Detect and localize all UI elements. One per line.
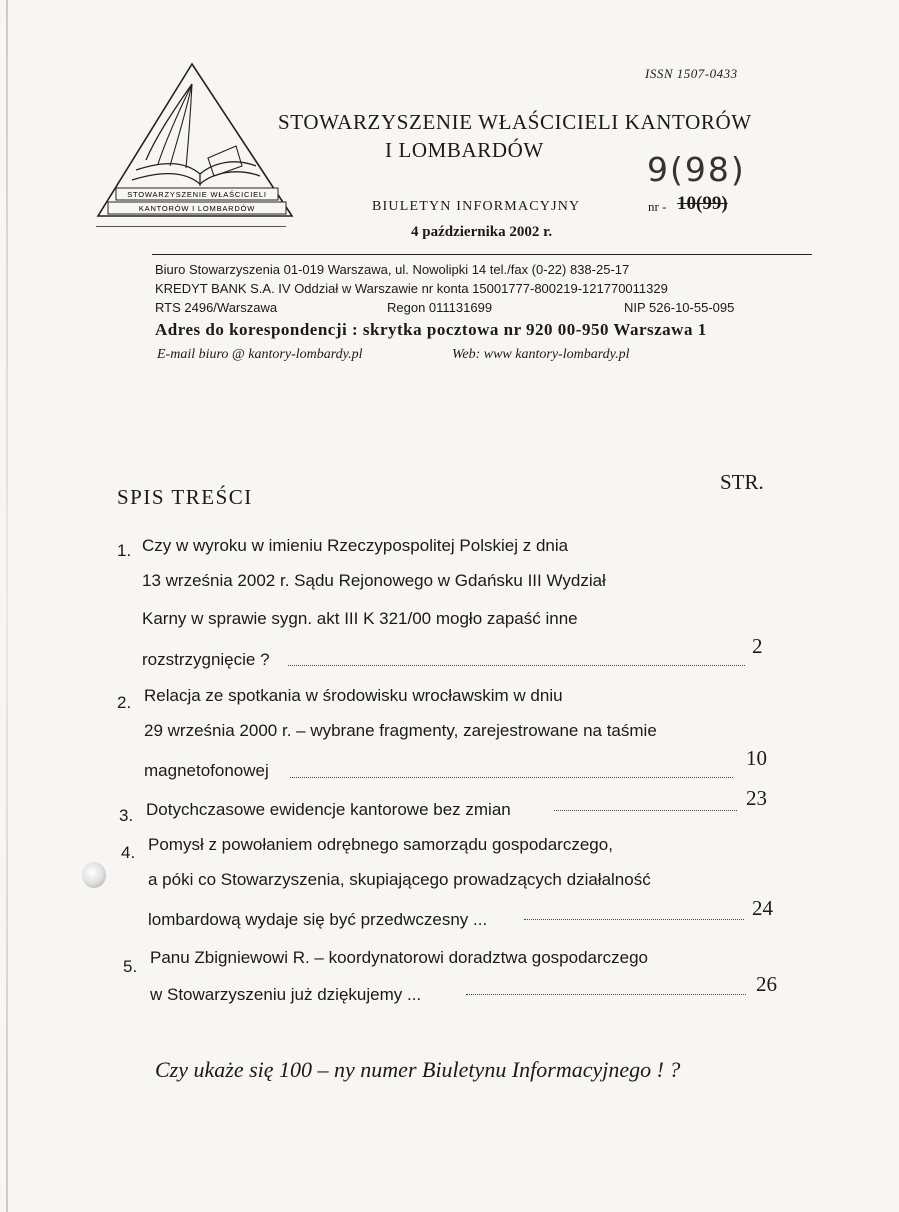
toc-item-number: 2. [117,693,132,712]
toc-item-number: 1. [117,541,132,560]
email-address: E-mail biuro @ kantory-lombardy.pl [157,347,363,362]
toc-item-line: lombardową wydaje się być przedwczesny ... [148,910,488,929]
page-edge [6,0,8,1212]
closing-question: Czy ukaże się 100 – ny numer Biuletynu Informacyjnego ! ? [155,1057,681,1082]
toc-item-line: magnetofonowej [144,761,269,780]
rts-number: RTS 2496/Warszawa [155,300,278,315]
toc-item-line: 29 września 2000 r. – wybrane fragmenty, zarejestrowane na taśmie [144,721,657,740]
toc-leader-dots [466,994,746,995]
bank-account: KREDYT BANK S.A. IV Oddział w Warszawie nr konta 15001777-800219-121770011329 [155,281,668,296]
logo-underline [96,226,286,227]
toc-item-page: 2 [752,634,763,658]
toc-item-page: 23 [746,786,767,810]
header-divider [152,254,812,255]
toc-item-page: 10 [746,746,767,770]
web-address: Web: www kantory-lombardy.pl [452,347,630,362]
struck-issue-number: 10(99) [677,193,728,214]
toc-leader-dots [554,810,737,811]
office-address: Biuro Stowarzyszenia 01-019 Warszawa, ul. Nowolipki 14 tel./fax (0-22) 838-25-17 [155,262,630,277]
toc-item-line: Pomysł z powołaniem odrębnego samorządu gospodarczego, [148,835,613,854]
toc-leader-dots [288,665,745,666]
association-logo [96,62,296,224]
toc-leader-dots [290,777,733,778]
toc-item-number: 5. [123,957,138,976]
issn-number: ISSN 1507-0433 [645,66,738,81]
org-name-line2: I LOMBARDÓW [385,138,544,162]
logo-text-line2: KANTORÓW I LOMBARDÓW [138,204,256,213]
bulletin-label: BIULETYN INFORMACYJNY [372,199,581,214]
logo-text-line1: STOWARZYSZENIE WŁAŚCICIELI [127,190,267,199]
toc-item-page: 24 [752,896,773,920]
toc-item-number: 3. [119,806,134,825]
toc-item-line: 13 września 2002 r. Sądu Rejonowego w Gdańsku III Wydział [142,571,606,590]
toc-title: SPIS TREŚCI [117,485,253,509]
toc-item-line: Panu Zbigniewowi R. – koordynatorowi doradztwa gospodarczego [150,948,649,967]
toc-item-line: a póki co Stowarzyszenia, skupiającego prowadzących działalność [148,870,651,889]
issue-date: 4 października 2002 r. [411,224,553,240]
org-name-line1: STOWARZYSZENIE WŁAŚCICIELI KANTORÓW [278,110,752,134]
toc-leader-dots [524,919,744,920]
toc-item-line: Czy w wyroku w imieniu Rzeczypospolitej Polskiej z dnia [142,536,569,555]
regon-number: Regon 011131699 [387,300,493,315]
toc-item-number: 4. [121,843,136,862]
correspondence-address: Adres do korespondencji : skrytka pocztowa nr 920 00-950 Warszawa 1 [155,320,707,339]
nip-number: NIP 526-10-55-095 [624,300,735,315]
toc-item-line: rozstrzygnięcie ? [142,650,270,669]
issue-number-prefix: nr - [648,199,667,214]
toc-item-line: Karny w sprawie sygn. akt III K 321/00 mogło zapaść inne [142,609,578,628]
toc-item-line: Dotychczasowe ewidencje kantorowe bez zmian [146,800,511,819]
handwritten-issue-number: 9(98) [647,150,746,189]
toc-item-line: Relacja ze spotkania w środowisku wrocławskim w dniu [144,686,563,705]
punch-hole [82,862,106,888]
toc-item-page: 26 [756,972,777,996]
toc-page-header: STR. [720,470,764,494]
toc-item-line: w Stowarzyszeniu już dziękujemy ... [150,985,422,1004]
